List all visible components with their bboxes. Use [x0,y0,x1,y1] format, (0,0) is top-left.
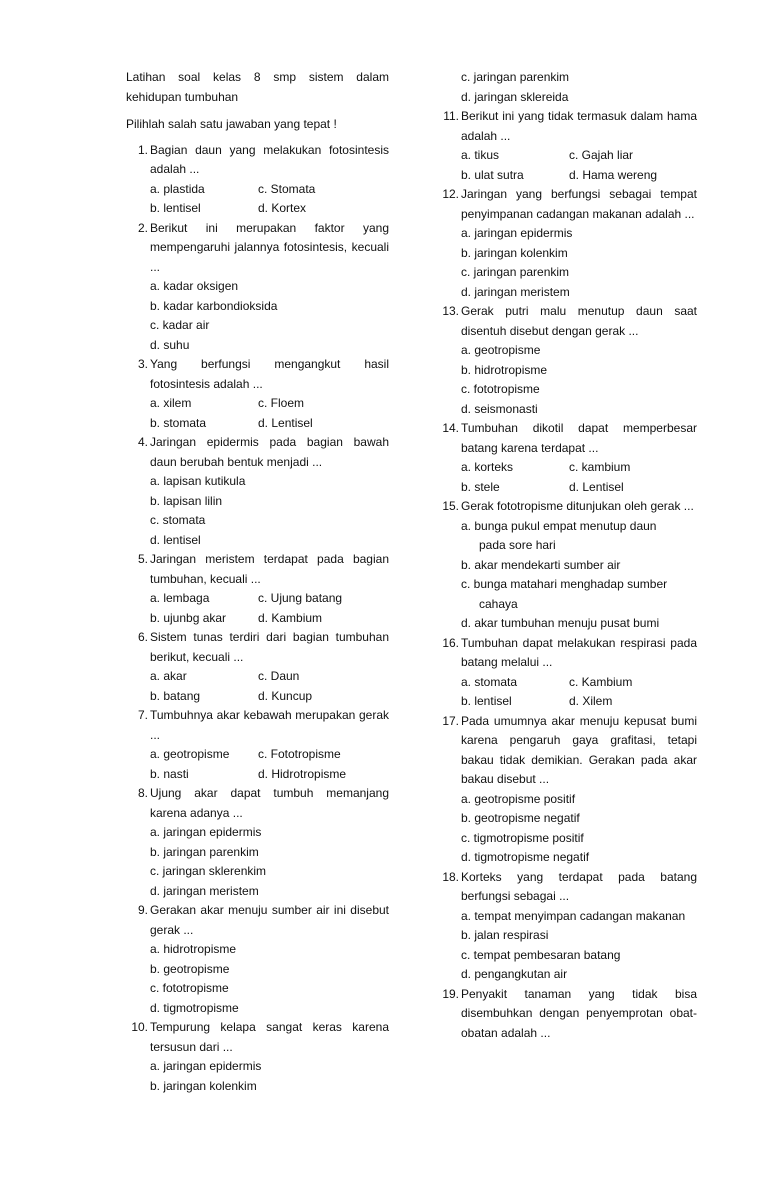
option-a: a. jaringan epidermis [461,226,573,240]
question-1 [126,141,389,219]
question-10-continued [437,68,697,107]
question-text: Pada umumnya akar menuju kepusat bumi karena pengaruh gaya grafitasi, tetapi bakau tidak demikian. Gerakan pada akar bakau disebut ... [461,713,697,786]
option-a: a. tempat menyimpan cadangan makanan [461,908,686,923]
question-text: Tumbuhnya akar kebawah merupakan gerak ... [150,708,389,742]
question-text: Tempurung kelapa sangat keras karena tersusun dari ... [150,1020,389,1054]
document-title: Latihan soal kelas 8 smp sistem dalam kehidupan tumbuhan [126,70,389,104]
question-text: Jaringan yang berfungsi sebagai tempat penyimpanan cadangan makanan adalah ... [461,187,697,221]
option-d: d. tigmotropisme [150,1000,239,1015]
option-a: a. stomata [461,674,518,689]
question-number: 9. [137,903,148,917]
option-a: a. geotropisme [461,343,541,357]
option-c: c. tempat pembesaran batang [461,947,621,962]
question-4 [126,433,389,550]
option-b: b. jaringan parenkim [150,844,259,859]
option-a: a. geotropisme positif [461,791,576,806]
option-d: d. Kuncup [258,688,313,703]
option-c: c. stomata [150,513,206,527]
question-text: Bagian daun yang melakukan fotosintesis adalah ... [150,142,389,176]
question-number: 14. [442,421,459,435]
option-b: b. stele [461,479,500,494]
question-18 [437,868,697,985]
question-number: 16. [442,635,459,650]
question-number: 19. [442,986,459,1001]
option-c: c. Daun [258,669,300,683]
option-d: d. Lentisel [569,479,624,494]
option-d: d. Kambium [258,610,323,625]
question-number: 11. [443,109,459,123]
question-16 [437,634,697,712]
option-c: c. Stomata [258,181,316,196]
question-number: 18. [442,869,459,884]
question-8 [126,784,389,901]
option-d: d. seismonasti [461,401,538,416]
option-a: a. kadar oksigen [150,279,239,293]
option-d: d. jaringan sklereida [461,89,569,104]
option-d: d. akar tumbuhan menuju pusat bumi [461,616,660,630]
option-c: c. jaringan sklerenkim [150,864,267,878]
option-b: b. nasti [150,766,189,781]
option-d: d. lentisel [150,532,201,547]
option-c: c. Ujung batang [258,591,343,605]
option-a: a. geotropisme [150,747,230,761]
question-text: Penyakit tanaman yang tidak bisa disembuhkan dengan penyemprotan obat-obatan adalah ... [461,986,697,1040]
question-number: 17. [442,713,459,728]
question-number: 15. [442,499,459,513]
option-c: c. Floem [258,396,305,410]
option-a: a. jaringan epidermis [150,1059,262,1073]
question-number: 1. [137,142,148,157]
option-b: b. ujunbg akar [150,610,227,625]
option-a: a. jaringan epidermis [150,825,262,839]
option-a-continued: pada sore hari [479,538,556,552]
question-15 [437,497,697,634]
question-12 [437,185,697,302]
question-text: Yang berfungsi mengangkut hasil fotosintesis adalah ... [150,357,389,391]
option-a: a. korteks [461,460,514,474]
option-b: b. jalan respirasi [461,928,549,942]
question-2 [126,219,389,356]
question-number: 4. [137,435,148,449]
instruction: Pilihlah salah satu jawaban yang tepat ! [126,117,337,131]
option-a: a. bunga pukul empat menutup daun [461,518,657,533]
option-a: a. hidrotropisme [150,942,237,956]
option-a: a. tikus [461,148,500,162]
option-b: b. batang [150,688,201,703]
question-19 [437,985,697,1044]
option-c: c. fototropisme [461,382,540,396]
question-text: Gerak fototropisme ditunjukan oleh gerak ... [461,499,694,513]
question-6 [126,628,389,706]
option-c: c. tigmotropisme positif [461,830,584,845]
question-11 [437,107,697,185]
option-b: b. kadar karbondioksida [150,298,278,313]
option-d: d. suhu [150,337,190,352]
question-number: 3. [137,357,148,371]
option-d: d. pengangkutan air [461,967,568,981]
option-a: a. xilem [150,396,192,410]
option-b: b. hidrotropisme [461,362,548,377]
question-text: Sistem tunas terdiri dari bagian tumbuhan berikut, kecuali ... [150,630,389,664]
option-b: b. jaringan kolenkim [461,245,568,260]
option-b: b. lentisel [461,694,512,708]
option-a: a. lapisan kutikula [150,474,246,488]
question-text: Berikut ini yang tidak termasuk dalam hama adalah ... [461,109,697,143]
question-number: 7. [137,708,148,722]
option-d: d. jaringan meristem [150,883,259,898]
right-column [437,68,697,1043]
option-c: c. Gajah liar [569,148,634,162]
option-a: a. akar [150,669,187,683]
option-b: b. lentisel [150,201,201,215]
option-d: d. Hidrotropisme [258,766,347,781]
question-number: 10. [131,1020,148,1034]
option-a: a. plastida [150,181,205,196]
question-5 [126,550,389,628]
question-3 [126,355,389,433]
option-a: a. lembaga [150,591,210,605]
option-c: c. kadar air [150,318,210,332]
question-number: 5. [137,552,148,566]
option-d: d. tigmotropisme negatif [461,850,590,864]
question-10 [126,1018,389,1096]
option-d: d. Kortex [258,201,307,215]
option-d: d. Hama wereng [569,167,658,182]
question-text: Jaringan epidermis pada bagian bawah daun berubah bentuk menjadi ... [150,435,389,469]
question-text: Gerakan akar menuju sumber air ini disebut gerak ... [150,903,389,937]
question-text: Gerak putri malu menutup daun saat disentuh disebut dengan gerak ... [461,304,697,338]
question-text: Jaringan meristem terdapat pada bagian tumbuhan, kecuali ... [150,552,389,586]
option-b: b. stomata [150,415,207,430]
option-c-continued: cahaya [479,596,518,611]
question-9 [126,901,389,1018]
option-b: b. ulat sutra [461,167,524,182]
question-number: 6. [137,630,148,644]
option-b: b. lapisan lilin [150,493,223,508]
question-13 [437,302,697,419]
question-7 [126,706,389,784]
question-number: 13. [442,304,459,318]
option-c: c. kambium [569,460,631,474]
question-number: 12. [442,187,459,201]
question-number: 2. [137,220,148,235]
question-text: Ujung akar dapat tumbuh memanjang karena adanya ... [150,786,389,820]
option-b: b. geotropisme negatif [461,811,580,825]
question-text: Korteks yang terdapat pada batang berfungsi sebagai ... [461,869,697,903]
question-text: Tumbuhan dikotil dapat memperbesar batang karena terdapat ... [461,421,697,455]
option-b: b. akar mendekarti sumber air [461,557,621,572]
question-number: 8. [137,786,148,800]
option-c: c. jaringan parenkim [461,265,570,279]
option-b: b. geotropisme [150,961,230,976]
option-d: d. Xilem [569,694,613,708]
question-text: Tumbuhan dapat melakukan respirasi pada batang melalui ... [461,635,697,669]
option-d: d. jaringan meristem [461,284,570,299]
question-14 [437,419,697,497]
question-text: Berikut ini merupakan faktor yang mempengaruhi jalannya fotosintesis, kecuali ... [150,220,389,274]
option-b: b. jaringan kolenkim [150,1078,257,1093]
left-column [126,68,389,1096]
option-c: c. jaringan parenkim [461,70,570,84]
option-c: c. Kambium [569,674,633,689]
option-c: c. bunga matahari menghadap sumber [461,577,668,591]
option-c: c. fototropisme [150,981,229,995]
option-d: d. Lentisel [258,415,313,430]
question-17 [437,712,697,868]
option-c: c. Fototropisme [258,747,341,761]
